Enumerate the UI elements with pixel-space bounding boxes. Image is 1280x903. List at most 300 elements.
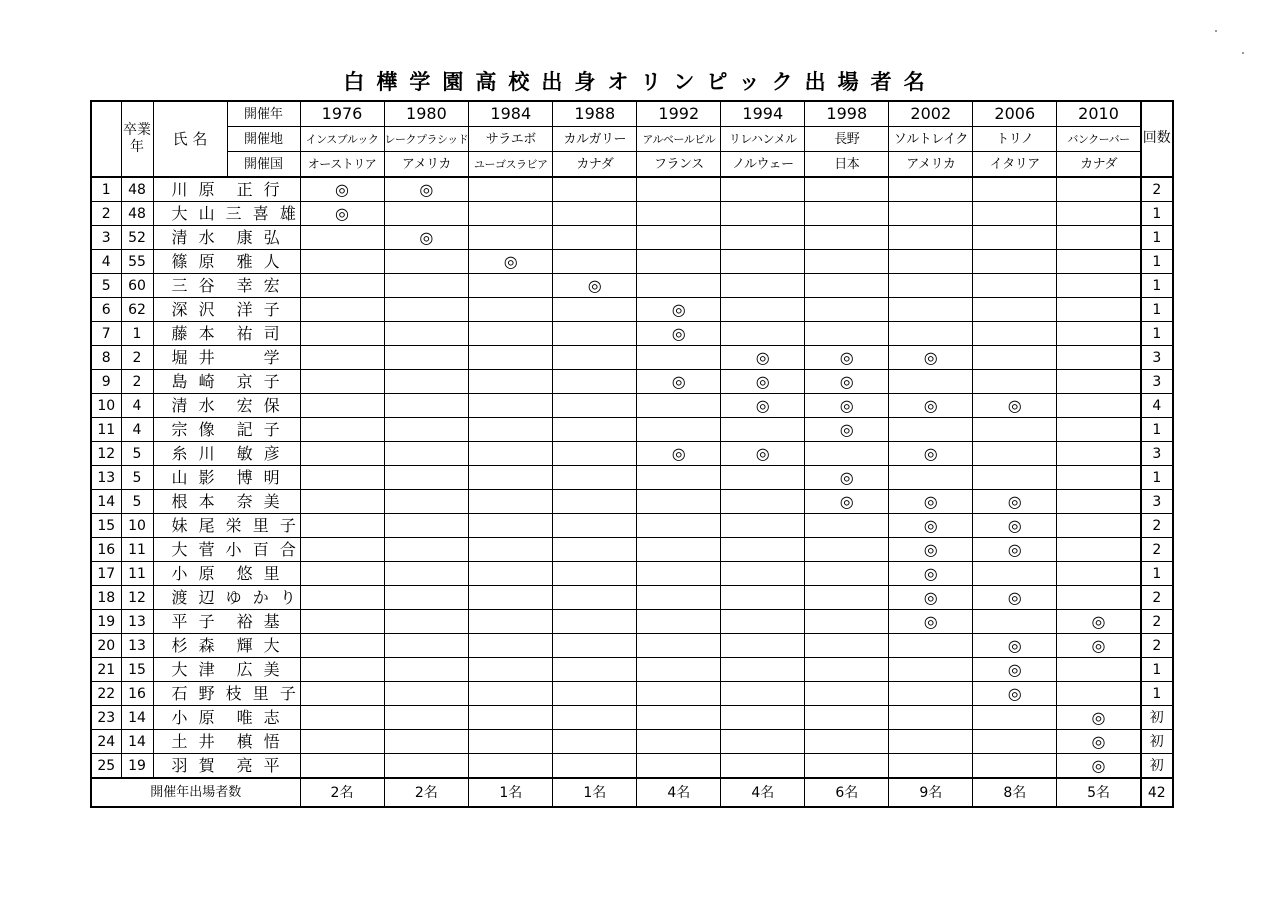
participation-cell <box>300 610 384 634</box>
game-year: 1988 <box>553 101 637 127</box>
appearance-count: 1 <box>1141 322 1173 346</box>
participation-cell <box>553 250 637 274</box>
participation-cell <box>1057 346 1141 370</box>
participation-cell <box>469 418 553 442</box>
participation-cell <box>889 394 973 418</box>
appearance-count: 1 <box>1141 274 1173 298</box>
participation-cell <box>805 538 889 562</box>
table-row <box>91 538 1173 562</box>
table-row <box>91 490 1173 514</box>
participation-cell <box>300 394 384 418</box>
participation-cell <box>469 730 553 754</box>
participation-cell <box>805 202 889 226</box>
participation-cell <box>973 418 1057 442</box>
participation-cell <box>721 490 805 514</box>
game-country: フランス <box>637 152 721 178</box>
participation-cell <box>637 658 721 682</box>
participation-mark: ◎ <box>1091 611 1106 631</box>
participation-cell <box>637 514 721 538</box>
participation-cell <box>300 658 384 682</box>
participation-cell <box>721 226 805 250</box>
participation-cell <box>637 250 721 274</box>
appearance-count: 1 <box>1141 466 1173 490</box>
game-country: アメリカ <box>384 152 469 178</box>
participation-cell <box>384 250 469 274</box>
participation-mark: ◎ <box>335 203 349 223</box>
game-place: アルベールビル <box>637 127 721 152</box>
participation-cell <box>300 754 384 779</box>
participation-cell <box>553 754 637 779</box>
participation-cell <box>553 610 637 634</box>
participation-cell <box>384 346 469 370</box>
participation-cell <box>300 562 384 586</box>
participation-mark: ◎ <box>1091 707 1106 727</box>
row-number: 11 <box>91 418 121 442</box>
grad-year: 13 <box>121 634 153 658</box>
participation-cell <box>805 298 889 322</box>
table-row <box>91 682 1173 706</box>
participation-cell <box>805 274 889 298</box>
game-place: トリノ <box>973 127 1057 152</box>
game-place: 長野 <box>805 127 889 152</box>
participation-cell <box>637 706 721 730</box>
participation-cell <box>384 586 469 610</box>
participation-cell <box>1057 466 1141 490</box>
athlete-name: 藤 本 祐 司 <box>153 322 300 346</box>
game-total: 4名 <box>721 778 805 807</box>
participation-mark: ◎ <box>671 371 686 391</box>
participation-cell <box>889 442 973 466</box>
participation-mark: ◎ <box>923 587 938 607</box>
participation-mark: ◎ <box>923 539 938 559</box>
participation-cell <box>805 394 889 418</box>
row-number: 4 <box>91 250 121 274</box>
participation-cell <box>637 442 721 466</box>
participation-cell <box>721 177 805 202</box>
game-country: オーストリア <box>300 152 384 178</box>
participation-cell <box>805 658 889 682</box>
appearance-count: 3 <box>1141 346 1173 370</box>
participation-cell <box>805 730 889 754</box>
participation-mark: ◎ <box>1007 683 1022 703</box>
athlete-name: 根 本 奈 美 <box>153 490 300 514</box>
grad-year: 48 <box>121 202 153 226</box>
table-row <box>91 562 1173 586</box>
participation-cell <box>469 754 553 779</box>
participation-mark: ◎ <box>671 299 686 319</box>
grad-year: 5 <box>121 442 153 466</box>
participation-mark: ◎ <box>923 563 938 583</box>
participation-cell <box>469 177 553 202</box>
participation-cell <box>300 274 384 298</box>
participation-cell <box>553 514 637 538</box>
participation-cell <box>384 754 469 779</box>
participation-cell <box>637 466 721 490</box>
athlete-name: 宗 像 記 子 <box>153 418 300 442</box>
participation-cell <box>889 562 973 586</box>
athlete-name: 大 山 三 喜 雄 <box>153 202 300 226</box>
game-place: カルガリー <box>553 127 637 152</box>
participation-cell <box>805 250 889 274</box>
participation-mark: ◎ <box>1007 539 1022 559</box>
table-row <box>91 610 1173 634</box>
participation-cell <box>300 298 384 322</box>
game-country: ノルウェー <box>721 152 805 178</box>
participation-cell <box>805 610 889 634</box>
participation-cell <box>889 177 973 202</box>
participation-cell <box>553 394 637 418</box>
row-number: 1 <box>91 177 121 202</box>
participation-cell <box>300 322 384 346</box>
athlete-name: 島 崎 京 子 <box>153 370 300 394</box>
participation-cell <box>469 658 553 682</box>
participation-cell <box>1057 514 1141 538</box>
game-total: 1名 <box>553 778 637 807</box>
table-row <box>91 706 1173 730</box>
participation-cell <box>973 586 1057 610</box>
participation-cell <box>300 418 384 442</box>
grad-year: 62 <box>121 298 153 322</box>
participation-cell <box>973 370 1057 394</box>
game-year: 2006 <box>973 101 1057 127</box>
participation-cell <box>889 322 973 346</box>
participation-cell <box>1057 442 1141 466</box>
athlete-name: 羽 賀 亮 平 <box>153 754 300 779</box>
grad-year: 11 <box>121 538 153 562</box>
participation-cell <box>721 322 805 346</box>
grad-year: 1 <box>121 322 153 346</box>
participation-mark: ◎ <box>839 491 854 511</box>
game-place: レークプラシッド <box>384 127 469 152</box>
participation-mark: ◎ <box>839 347 854 367</box>
participation-mark: ◎ <box>671 443 686 463</box>
participation-cell <box>973 610 1057 634</box>
participation-cell <box>721 514 805 538</box>
row-number: 3 <box>91 226 121 250</box>
participation-cell <box>300 442 384 466</box>
participation-cell <box>300 177 384 202</box>
participation-cell <box>300 514 384 538</box>
athlete-name: 堀 井 学 <box>153 346 300 370</box>
participation-cell <box>889 370 973 394</box>
game-country: イタリア <box>973 152 1057 178</box>
count-header: 回数 <box>1141 101 1173 177</box>
participation-mark: ◎ <box>923 347 938 367</box>
participation-cell <box>1057 682 1141 706</box>
table-row <box>91 322 1173 346</box>
participation-mark: ◎ <box>671 323 686 343</box>
grad-year: 2 <box>121 370 153 394</box>
athlete-name: 清 水 宏 保 <box>153 394 300 418</box>
name-header: 氏 名 <box>153 101 227 177</box>
game-total: 9名 <box>889 778 973 807</box>
participation-cell <box>637 682 721 706</box>
participation-cell <box>721 346 805 370</box>
participation-cell <box>300 202 384 226</box>
participation-cell <box>300 730 384 754</box>
table-row <box>91 250 1173 274</box>
athlete-name: 石 野 枝 里 子 <box>153 682 300 706</box>
row-number: 7 <box>91 322 121 346</box>
game-year: 2010 <box>1057 101 1141 127</box>
row-number: 10 <box>91 394 121 418</box>
participation-mark: ◎ <box>335 179 349 199</box>
country-row-label: 開催国 <box>227 152 300 178</box>
participation-cell <box>300 538 384 562</box>
athlete-name: 土 井 槙 悟 <box>153 730 300 754</box>
appearance-count: 1 <box>1141 682 1173 706</box>
participation-cell <box>469 346 553 370</box>
participation-cell <box>553 682 637 706</box>
appearance-count: 2 <box>1141 610 1173 634</box>
participation-cell <box>973 658 1057 682</box>
participation-cell <box>384 634 469 658</box>
participation-cell <box>553 706 637 730</box>
table-row <box>91 346 1173 370</box>
participation-cell <box>637 754 721 779</box>
participation-cell <box>384 514 469 538</box>
grad-year: 12 <box>121 586 153 610</box>
game-country: アメリカ <box>889 152 973 178</box>
participation-cell <box>805 514 889 538</box>
participation-mark: ◎ <box>1007 659 1022 679</box>
participation-cell <box>1057 538 1141 562</box>
grad-year: 10 <box>121 514 153 538</box>
appearance-count: 2 <box>1141 634 1173 658</box>
grad-year: 19 <box>121 754 153 779</box>
participation-cell <box>469 610 553 634</box>
year-row-label: 開催年 <box>227 101 300 127</box>
participation-cell <box>469 442 553 466</box>
participation-cell <box>1057 250 1141 274</box>
participation-cell <box>1057 226 1141 250</box>
table-row <box>91 298 1173 322</box>
participation-cell <box>384 730 469 754</box>
participation-cell <box>889 298 973 322</box>
participation-cell <box>1057 490 1141 514</box>
participation-cell <box>973 514 1057 538</box>
participation-cell <box>469 370 553 394</box>
participation-cell <box>889 418 973 442</box>
grad-year: 4 <box>121 394 153 418</box>
participation-cell <box>1057 730 1141 754</box>
appearance-count: 3 <box>1141 490 1173 514</box>
appearance-count: 初 <box>1141 706 1173 730</box>
game-country: ユーゴスラビア <box>469 152 553 178</box>
participation-cell <box>637 394 721 418</box>
participation-cell <box>889 730 973 754</box>
row-number: 12 <box>91 442 121 466</box>
participation-cell <box>721 754 805 779</box>
game-place: サラエボ <box>469 127 553 152</box>
participation-mark: ◎ <box>839 467 854 487</box>
participation-cell <box>721 394 805 418</box>
participation-cell <box>637 202 721 226</box>
participation-mark: ◎ <box>755 371 770 391</box>
participation-cell <box>973 754 1057 779</box>
participation-cell <box>384 610 469 634</box>
participation-cell <box>384 682 469 706</box>
table-row <box>91 394 1173 418</box>
grad-year: 14 <box>121 706 153 730</box>
participation-mark: ◎ <box>1007 635 1022 655</box>
grad-year: 11 <box>121 562 153 586</box>
participation-cell <box>889 754 973 779</box>
grad-year: 14 <box>121 730 153 754</box>
participation-cell <box>973 322 1057 346</box>
row-number: 14 <box>91 490 121 514</box>
participation-cell <box>721 562 805 586</box>
participation-cell <box>553 177 637 202</box>
participation-cell <box>721 418 805 442</box>
speck <box>1215 30 1217 32</box>
participation-cell <box>889 274 973 298</box>
table-row <box>91 634 1173 658</box>
participation-cell <box>637 370 721 394</box>
table-row <box>91 586 1173 610</box>
table-row <box>91 274 1173 298</box>
participation-cell <box>721 442 805 466</box>
table-row <box>91 754 1173 779</box>
participation-cell <box>637 322 721 346</box>
appearance-count: 4 <box>1141 394 1173 418</box>
row-number: 24 <box>91 730 121 754</box>
row-number: 16 <box>91 538 121 562</box>
participation-cell <box>973 442 1057 466</box>
participation-cell <box>553 298 637 322</box>
participation-cell <box>553 538 637 562</box>
participation-cell <box>553 274 637 298</box>
participation-cell <box>805 346 889 370</box>
row-number-header <box>91 101 121 177</box>
participation-cell <box>721 538 805 562</box>
participation-cell <box>889 682 973 706</box>
participation-cell <box>384 177 469 202</box>
appearance-count: 初 <box>1141 730 1173 754</box>
participation-cell <box>721 586 805 610</box>
participation-mark: ◎ <box>839 419 854 439</box>
participation-cell <box>721 202 805 226</box>
participation-cell <box>805 322 889 346</box>
participation-cell <box>973 177 1057 202</box>
participation-mark: ◎ <box>1007 515 1022 535</box>
page-title: 白樺学園高校出身オリンピック出場者名 <box>343 70 937 94</box>
participation-cell <box>805 586 889 610</box>
athlete-name: 山 影 博 明 <box>153 466 300 490</box>
participation-mark: ◎ <box>1091 731 1106 751</box>
participation-mark: ◎ <box>839 395 854 415</box>
participation-cell <box>805 370 889 394</box>
participation-cell <box>637 562 721 586</box>
grad-year: 48 <box>121 177 153 202</box>
participation-cell <box>384 442 469 466</box>
participation-cell <box>721 682 805 706</box>
game-country: カナダ <box>1057 152 1141 178</box>
participation-cell <box>973 490 1057 514</box>
grad-year: 52 <box>121 226 153 250</box>
table-row <box>91 177 1173 202</box>
participation-cell <box>553 658 637 682</box>
row-number: 22 <box>91 682 121 706</box>
participation-cell <box>469 586 553 610</box>
grad-year: 5 <box>121 466 153 490</box>
grad-year: 2 <box>121 346 153 370</box>
participation-cell <box>469 322 553 346</box>
row-number: 5 <box>91 274 121 298</box>
participation-mark: ◎ <box>1007 395 1022 415</box>
participation-cell <box>553 202 637 226</box>
speck <box>1242 52 1244 54</box>
participation-cell <box>721 610 805 634</box>
participation-cell <box>973 466 1057 490</box>
participation-cell <box>973 274 1057 298</box>
athlete-name: 清 水 康 弘 <box>153 226 300 250</box>
participation-cell <box>384 466 469 490</box>
row-number: 25 <box>91 754 121 779</box>
participation-mark: ◎ <box>1007 587 1022 607</box>
participation-cell <box>1057 322 1141 346</box>
participation-cell <box>973 634 1057 658</box>
participation-cell <box>1057 562 1141 586</box>
participation-cell <box>300 682 384 706</box>
appearance-count: 1 <box>1141 202 1173 226</box>
participation-cell <box>300 706 384 730</box>
participation-cell <box>1057 418 1141 442</box>
participation-cell <box>384 706 469 730</box>
participation-cell <box>384 418 469 442</box>
row-number: 6 <box>91 298 121 322</box>
game-place: リレハンメル <box>721 127 805 152</box>
table-row <box>91 466 1173 490</box>
game-total: 8名 <box>973 778 1057 807</box>
participation-cell <box>300 490 384 514</box>
participation-cell <box>300 226 384 250</box>
participation-cell <box>1057 177 1141 202</box>
participation-cell <box>637 346 721 370</box>
table-row <box>91 418 1173 442</box>
participation-cell <box>1057 634 1141 658</box>
participation-cell <box>721 706 805 730</box>
participation-cell <box>889 538 973 562</box>
appearance-count: 1 <box>1141 250 1173 274</box>
participation-cell <box>637 298 721 322</box>
participation-cell <box>637 730 721 754</box>
game-total: 6名 <box>805 778 889 807</box>
participation-cell <box>553 490 637 514</box>
athlete-name: 大 菅 小 百 合 <box>153 538 300 562</box>
grad-year: 16 <box>121 682 153 706</box>
participation-mark: ◎ <box>923 611 938 631</box>
participation-cell <box>469 682 553 706</box>
participation-cell <box>637 274 721 298</box>
appearance-count: 1 <box>1141 298 1173 322</box>
participation-cell <box>384 322 469 346</box>
participation-cell <box>469 226 553 250</box>
participation-cell <box>469 298 553 322</box>
participation-cell <box>553 418 637 442</box>
participation-cell <box>384 226 469 250</box>
participation-mark: ◎ <box>923 515 938 535</box>
participation-cell <box>300 466 384 490</box>
participation-cell <box>973 730 1057 754</box>
participation-cell <box>553 226 637 250</box>
game-year: 1976 <box>300 101 384 127</box>
athlete-name: 平 子 裕 基 <box>153 610 300 634</box>
participation-cell <box>889 634 973 658</box>
participation-cell <box>637 226 721 250</box>
participation-cell <box>553 322 637 346</box>
place-row-label: 開催地 <box>227 127 300 152</box>
